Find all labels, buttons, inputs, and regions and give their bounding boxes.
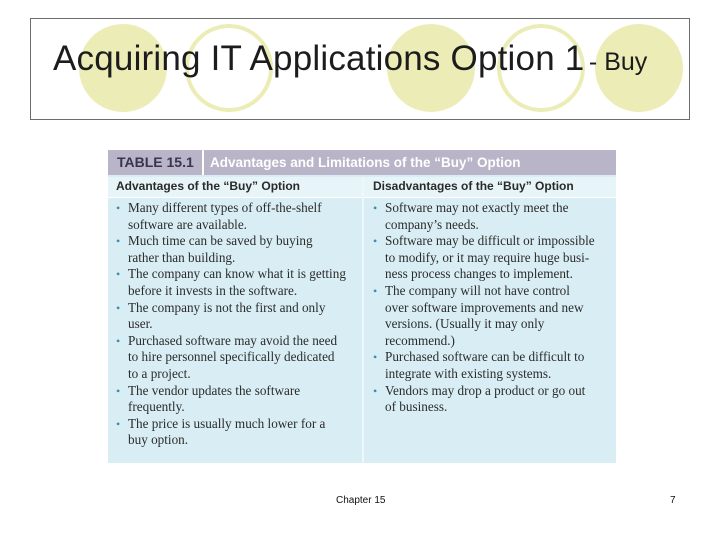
advantages-list bbox=[116, 200, 360, 449]
table-title: Advantages and Limitations of the “Buy” Option bbox=[210, 155, 521, 170]
list-item-line: to a project. bbox=[128, 365, 191, 381]
bullet-icon: • bbox=[116, 267, 121, 282]
list-item-line: of business. bbox=[385, 399, 448, 415]
bullet-icon: • bbox=[373, 350, 378, 365]
list-item bbox=[373, 349, 613, 382]
list-item bbox=[116, 300, 360, 333]
bullet-icon: • bbox=[116, 300, 121, 315]
footer-chapter: Chapter 15 bbox=[336, 495, 386, 506]
slide-title-box bbox=[30, 18, 690, 120]
list-item-line: before it invests in the software. bbox=[128, 282, 298, 298]
list-item bbox=[373, 200, 613, 233]
list-item-line: to modify, or it may require huge busi- bbox=[385, 249, 590, 265]
page-number: 7 bbox=[670, 495, 676, 506]
list-item bbox=[116, 416, 360, 449]
list-item-line: The company is not the first and only bbox=[128, 299, 326, 315]
column-header-underline bbox=[364, 197, 616, 198]
list-item bbox=[373, 233, 613, 283]
list-item-line: The company will not have control bbox=[385, 282, 570, 298]
list-item bbox=[373, 283, 613, 349]
list-item-line: buy option. bbox=[128, 432, 189, 448]
advantages-header: Advantages of the “Buy” Option bbox=[116, 179, 301, 193]
slide-title bbox=[53, 39, 647, 79]
list-item bbox=[116, 266, 360, 299]
bullet-icon: • bbox=[373, 283, 378, 298]
list-item-line: company’s needs. bbox=[385, 216, 479, 232]
bullet-icon: • bbox=[116, 333, 121, 348]
table-header-bar bbox=[108, 150, 616, 175]
column-separator bbox=[362, 177, 364, 463]
list-item-line: Software may be difficult or impossible bbox=[385, 233, 595, 249]
list-item-line: Vendors may drop a product or go out bbox=[385, 382, 586, 398]
list-item-line: frequently. bbox=[128, 399, 185, 415]
disadvantages-header: Disadvantages of the “Buy” Option bbox=[373, 179, 574, 193]
column-header-underline bbox=[108, 197, 362, 198]
list-item-line: rather than building. bbox=[128, 249, 236, 265]
list-item-line: The company can know what it is getting bbox=[128, 266, 346, 282]
bullet-icon: • bbox=[116, 234, 121, 249]
bullet-icon: • bbox=[116, 416, 121, 431]
table-header-divider bbox=[202, 150, 204, 175]
buy-option-table bbox=[108, 150, 616, 463]
list-item-line: versions. (Usually it may only bbox=[385, 316, 545, 332]
list-item-line: Software may not exactly meet the bbox=[385, 200, 569, 215]
bullet-icon: • bbox=[116, 383, 121, 398]
list-item bbox=[116, 200, 360, 233]
list-item-line: The vendor updates the software bbox=[128, 382, 301, 398]
list-item-line: The price is usually much lower for a bbox=[128, 415, 326, 431]
list-item-line: Many different types of off-the-shelf bbox=[128, 200, 322, 215]
list-item-line: Much time can be saved by buying bbox=[128, 233, 313, 249]
list-item bbox=[116, 233, 360, 266]
bullet-icon: • bbox=[373, 234, 378, 249]
list-item-line: to hire personnel specifically dedicated bbox=[128, 349, 335, 365]
list-item-line: recommend.) bbox=[385, 332, 455, 348]
list-item-line: Purchased software may avoid the need bbox=[128, 332, 338, 348]
list-item-line: over software improvements and new bbox=[385, 299, 584, 315]
slide-title-sub: - Buy bbox=[588, 48, 648, 76]
bullet-icon: • bbox=[116, 201, 121, 215]
bullet-icon: • bbox=[373, 383, 378, 398]
list-item-line: integrate with existing systems. bbox=[385, 365, 552, 381]
list-item-line: Purchased software can be difficult to bbox=[385, 349, 585, 365]
list-item bbox=[116, 383, 360, 416]
list-item bbox=[373, 383, 613, 416]
slide-title-main: Acquiring IT Applications Option 1 bbox=[53, 39, 585, 78]
list-item bbox=[116, 333, 360, 383]
list-item-line: user. bbox=[128, 316, 153, 332]
list-item-line: ness process changes to implement. bbox=[385, 266, 573, 282]
disadvantages-list bbox=[373, 200, 613, 416]
table-number: TABLE 15.1 bbox=[117, 154, 194, 170]
list-item-line: software are available. bbox=[128, 216, 247, 232]
bullet-icon: • bbox=[373, 201, 378, 215]
